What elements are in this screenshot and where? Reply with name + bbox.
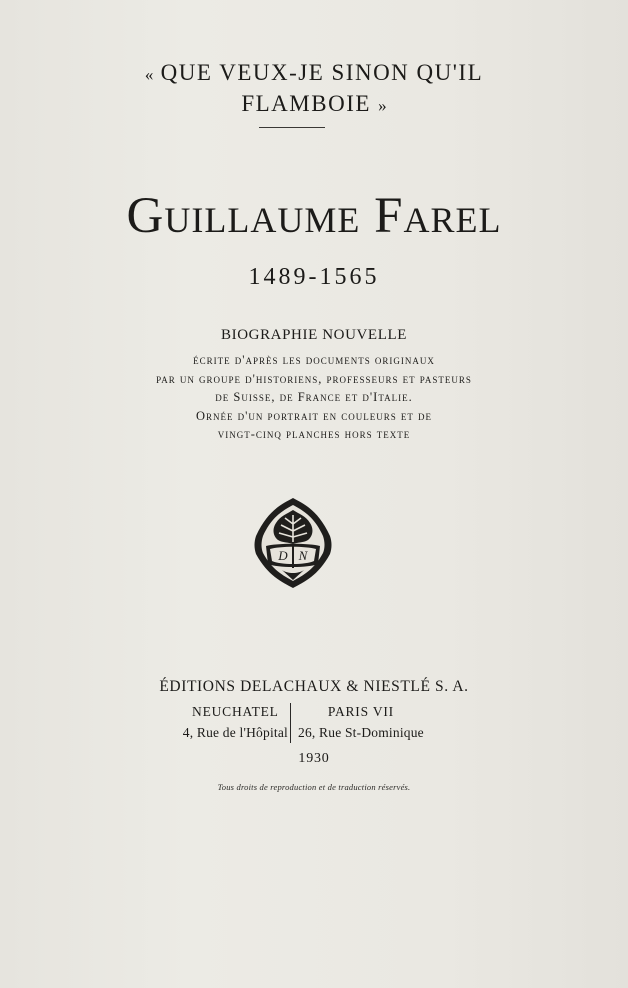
- location-divider: [290, 703, 291, 743]
- description-line: de Suisse, de France et d'Italie.: [215, 390, 413, 404]
- description-line: écrite d'après les documents originaux: [193, 353, 435, 367]
- street-address: 4, Rue de l'Hôpital: [182, 725, 288, 740]
- rights-notice: Tous droits de reproduction et de traduction réservés.: [217, 782, 411, 792]
- svg-text:N: N: [298, 548, 308, 563]
- motto-text-line-1: QUE VEUX-JE SINON QU'IL: [160, 60, 484, 85]
- motto-line-2: [0, 89, 628, 120]
- city-name: PARIS VII: [327, 704, 394, 719]
- description-line: Ornée d'un portrait en couleurs et de: [196, 408, 432, 423]
- publisher-name: ÉDITIONS DELACHAUX & NIESTLÉ S. A.: [159, 678, 469, 695]
- publication-year: 1930: [298, 751, 330, 766]
- street-address: 26, Rue St-Dominique: [298, 725, 424, 740]
- motto-close-quote: »: [378, 96, 387, 115]
- publisher-locations: [0, 701, 628, 745]
- motto: [0, 58, 628, 120]
- life-years: 1489-1565: [248, 264, 380, 290]
- publisher-emblem-icon: [252, 496, 334, 590]
- motto-open-quote: «: [144, 65, 154, 84]
- description-line: par un groupe d'historiens, professeurs et pasteurs: [156, 371, 472, 386]
- motto-text-line-2: FLAMBOIE: [241, 91, 371, 116]
- location-neuchatel: [183, 701, 288, 743]
- description: [0, 351, 628, 444]
- divider-rule: [259, 127, 325, 128]
- motto-line-1: [0, 58, 628, 89]
- subtitle: BIOGRAPHIE NOUVELLE: [221, 327, 407, 343]
- svg-text:D: D: [278, 548, 288, 563]
- book-title: Guillaume Farel: [126, 188, 502, 244]
- description-line: vingt-cinq planches hors texte: [217, 427, 411, 441]
- city-name: NEUCHATEL: [192, 704, 279, 719]
- location-paris: [298, 701, 424, 743]
